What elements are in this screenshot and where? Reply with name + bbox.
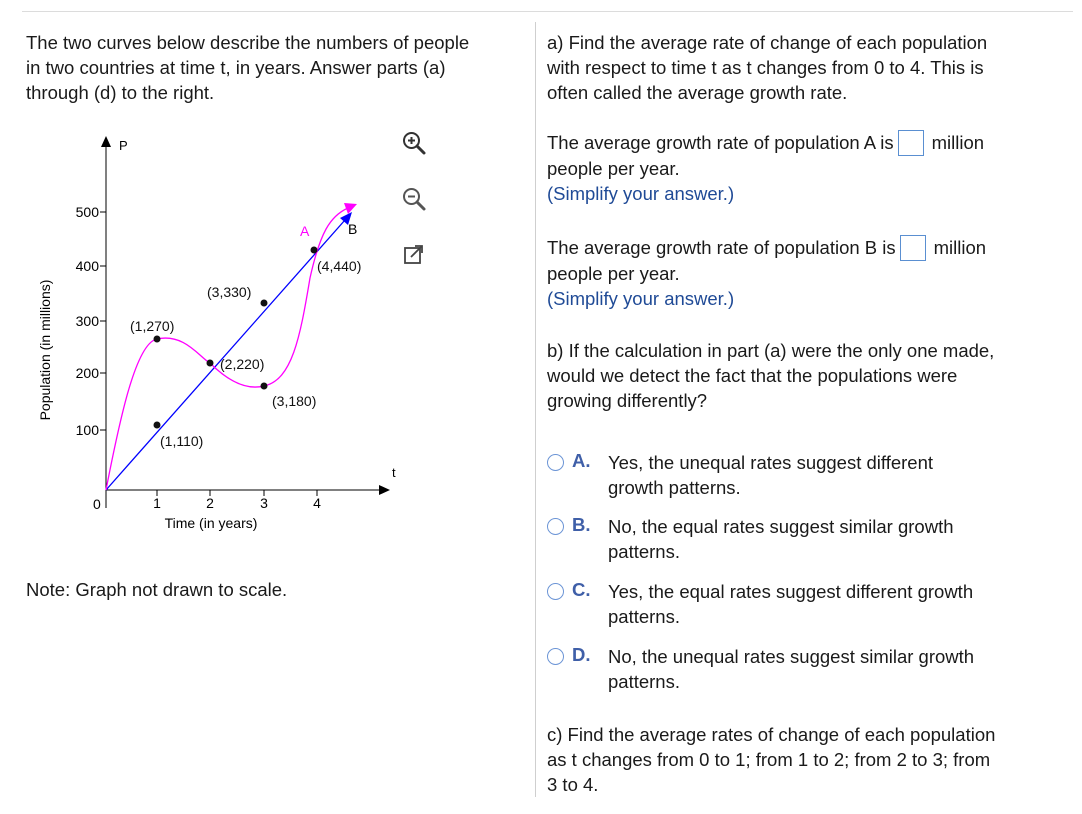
part-a-line-3: often called the average growth rate. bbox=[547, 82, 848, 103]
choice-c-line-2: patterns. bbox=[608, 606, 680, 627]
population-graph bbox=[30, 128, 430, 548]
part-c-line-1: c) Find the average rates of change of each population bbox=[547, 724, 996, 745]
intro-text bbox=[26, 30, 526, 105]
label-3-330: (3,330) bbox=[207, 284, 252, 300]
origin-label: 0 bbox=[93, 496, 101, 512]
part-b-line-2: would we detect the fact that the populations were bbox=[547, 365, 958, 386]
y-ticks bbox=[76, 204, 106, 438]
choice-d-letter: D. bbox=[572, 644, 591, 665]
column-divider bbox=[535, 22, 536, 797]
intro-panel bbox=[26, 30, 526, 105]
intro-line-2: in two countries at time t, in years. Answer parts (a) bbox=[26, 57, 446, 78]
choice-a-line-2: growth patterns. bbox=[608, 477, 741, 498]
label-4-440: (4,440) bbox=[317, 258, 362, 274]
popout-icon[interactable] bbox=[401, 242, 427, 268]
top-divider bbox=[22, 11, 1073, 12]
label-1-270: (1,270) bbox=[130, 318, 175, 334]
choice-a-text bbox=[608, 450, 933, 500]
intro-line-3: through (d) to the right. bbox=[26, 82, 215, 103]
choice-b-text bbox=[608, 514, 954, 564]
answer-b-block bbox=[547, 235, 986, 311]
intro-line-1: The two curves below describe the numbers of people bbox=[26, 32, 470, 53]
choice-d[interactable] bbox=[547, 644, 1067, 694]
answer-b-hint: (Simplify your answer.) bbox=[547, 288, 735, 309]
y-tick-label: 100 bbox=[75, 422, 99, 438]
label-3-180: (3,180) bbox=[272, 393, 317, 409]
radio-c[interactable] bbox=[547, 583, 564, 600]
zoom-in-icon[interactable] bbox=[401, 130, 427, 156]
part-b-line-1: b) If the calculation in part (a) were the only one made, bbox=[547, 340, 995, 361]
graph-toolbar bbox=[401, 130, 435, 298]
y-tick-label: 200 bbox=[75, 365, 99, 381]
x-axis-arrow bbox=[379, 485, 390, 495]
label-2-220: (2,220) bbox=[220, 356, 265, 372]
x-axis-title: Time (in years) bbox=[164, 515, 258, 531]
part-a-question bbox=[547, 30, 1067, 105]
choice-c-text bbox=[608, 579, 973, 629]
questions-panel bbox=[547, 30, 1067, 795]
point-2-220 bbox=[207, 360, 214, 367]
choice-c-line-1: Yes, the equal rates suggest different growth bbox=[608, 581, 974, 602]
part-c-line-3: 3 to 4. bbox=[547, 774, 599, 795]
point-1-270 bbox=[154, 336, 161, 343]
x-tick-label: 3 bbox=[260, 495, 268, 511]
answer-a-prefix: The average growth rate of population A is bbox=[547, 132, 894, 153]
curve-b-label: B bbox=[348, 221, 358, 237]
radio-b[interactable] bbox=[547, 518, 564, 535]
answer-a-line bbox=[547, 130, 984, 156]
choice-b-line-1: No, the equal rates suggest similar growth bbox=[608, 516, 954, 537]
answer-b-input[interactable] bbox=[900, 235, 926, 261]
part-c-question bbox=[547, 722, 995, 797]
radio-a[interactable] bbox=[547, 454, 564, 471]
choice-c-letter: C. bbox=[572, 579, 591, 600]
choice-a[interactable] bbox=[547, 450, 1067, 500]
radio-d[interactable] bbox=[547, 648, 564, 665]
label-1-110: (1,110) bbox=[160, 433, 204, 449]
x-variable: t bbox=[392, 465, 396, 480]
y-variable: P bbox=[119, 138, 128, 153]
answer-a-block bbox=[547, 130, 984, 206]
x-tick-label: 2 bbox=[206, 495, 214, 511]
point-3-330 bbox=[261, 300, 268, 307]
point-3-180 bbox=[261, 383, 268, 390]
x-tick-label: 1 bbox=[153, 495, 161, 511]
choice-a-letter: A. bbox=[572, 450, 591, 471]
choice-d-line-1: No, the unequal rates suggest similar growth bbox=[608, 646, 975, 667]
answer-a-suffix: million bbox=[931, 132, 985, 153]
part-c-line-2: as t changes from 0 to 1; from 1 to 2; from 2 to 3; from bbox=[547, 749, 991, 770]
answer-b-suffix: million bbox=[933, 237, 987, 258]
part-b-line-3: growing differently? bbox=[547, 390, 708, 411]
y-tick-label: 500 bbox=[75, 204, 99, 220]
y-tick-label: 400 bbox=[75, 258, 99, 274]
x-ticks bbox=[153, 490, 321, 511]
point-4-440 bbox=[311, 247, 318, 254]
part-a-line-2: with respect to time t as t changes from 0 to 4. This is bbox=[547, 57, 984, 78]
choice-a-line-1: Yes, the unequal rates suggest different bbox=[608, 452, 934, 473]
part-a-line-1: a) Find the average rate of change of each population bbox=[547, 32, 988, 53]
choice-c[interactable] bbox=[547, 579, 1067, 629]
answer-b-line bbox=[547, 235, 986, 261]
y-tick-label: 300 bbox=[75, 313, 99, 329]
answer-a-line-2: people per year. bbox=[547, 158, 680, 179]
graph-note: Note: Graph not drawn to scale. bbox=[26, 579, 288, 600]
choice-d-line-2: patterns. bbox=[608, 671, 680, 692]
part-b-question bbox=[547, 338, 994, 413]
x-tick-label: 4 bbox=[313, 495, 321, 511]
curve-a-label: A bbox=[300, 223, 310, 239]
y-axis-arrow bbox=[101, 136, 111, 147]
answer-b-line-2: people per year. bbox=[547, 263, 680, 284]
point-1-110 bbox=[154, 422, 161, 429]
choice-b-line-2: patterns. bbox=[608, 541, 680, 562]
choice-b[interactable] bbox=[547, 514, 1067, 564]
choice-b-letter: B. bbox=[572, 514, 591, 535]
answer-a-hint: (Simplify your answer.) bbox=[547, 183, 735, 204]
zoom-out-icon[interactable] bbox=[401, 186, 427, 212]
answer-b-prefix: The average growth rate of population B is bbox=[547, 237, 896, 258]
answer-a-input[interactable] bbox=[898, 130, 924, 156]
choice-d-text bbox=[608, 644, 974, 694]
y-axis-title: Population (in millions) bbox=[37, 279, 53, 421]
